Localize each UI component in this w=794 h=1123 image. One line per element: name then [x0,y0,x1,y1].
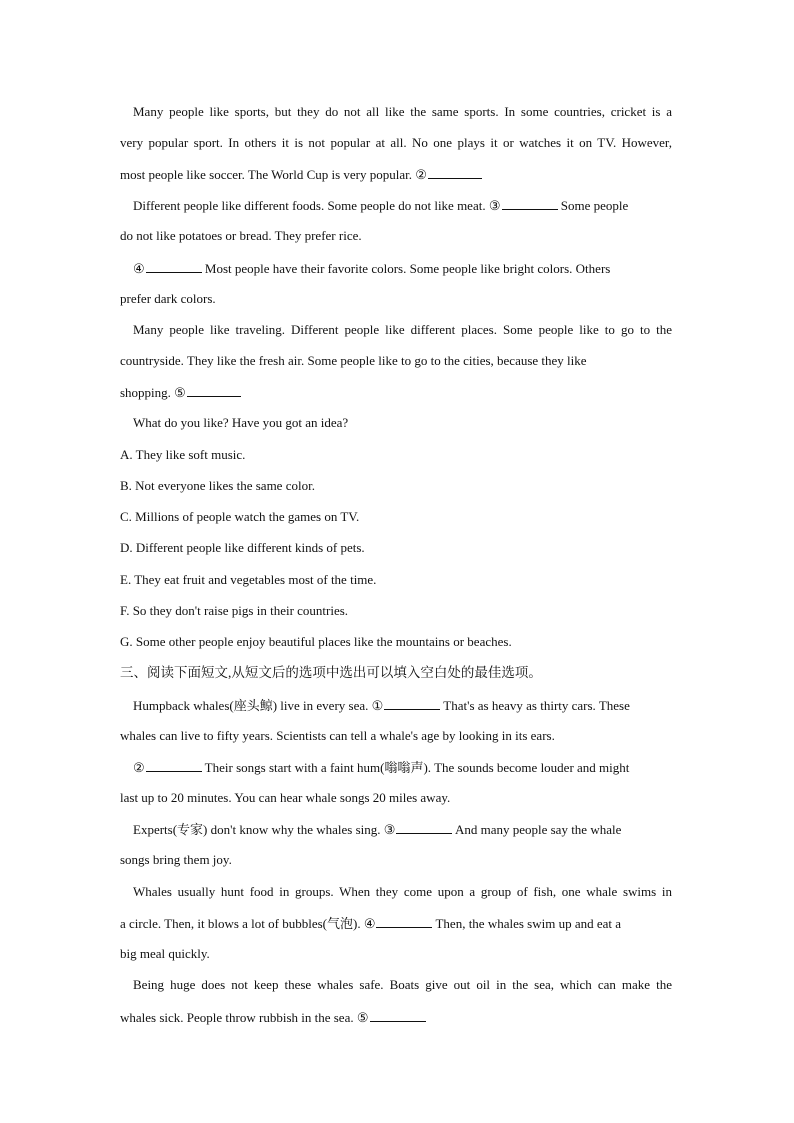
answer-blank-3[interactable] [502,195,558,210]
line-text: ④ [133,261,145,276]
line-text: And many people say the whale [452,822,622,837]
paragraph-line: very popular sport. In others it is not popular at all. No one plays it or watches it on TV. However, [120,135,672,150]
line-text: Humpback whales(座头鲸) live in every sea. ① [133,698,384,713]
paragraph-line: Many people like traveling. Different people like different places. Some people like to go to the [133,322,672,337]
paragraph-line [133,258,672,278]
option-c: C. Millions of people watch the games on TV. [120,509,360,524]
option-g: G. Some other people enjoy beautiful places like the mountains or beaches. [120,634,512,649]
line-text: ② [133,760,145,775]
answer-blank-2b[interactable] [146,757,202,772]
paragraph-line [120,164,672,184]
answer-blank-5[interactable] [187,382,241,397]
paragraph-line [120,1007,672,1027]
paragraph-line [133,819,672,839]
option-b: B. Not everyone likes the same color. [120,478,315,493]
paragraph-line: Many people like sports, but they do not all like the same sports. In some countries, cricket is a [133,104,672,119]
paragraph-line: songs bring them joy. [120,852,232,867]
section-heading: 三、阅读下面短文,从短文后的选项中选出可以填入空白处的最佳选项。 [120,665,542,680]
line-text: whales sick. People throw rubbish in the sea. ⑤ [120,1010,369,1025]
paragraph-line: whales can live to fifty years. Scientists can tell a whale's age by looking in its ears. [120,728,555,743]
paragraph-line [133,757,672,777]
answer-blank-4[interactable] [146,258,202,273]
line-text: shopping. ⑤ [120,385,186,400]
paragraph-line [133,195,672,215]
line-text: Experts(专家) don't know why the whales sing. ③ [133,822,396,837]
paragraph-line: What do you like? Have you got an idea? [133,415,349,430]
line-text: That's as heavy as thirty cars. These [440,698,630,713]
paragraph-line: prefer dark colors. [120,291,216,306]
paragraph-line: big meal quickly. [120,946,210,961]
line-text: Some people [557,198,629,213]
paragraph-line: Being huge does not keep these whales safe. Boats give out oil in the sea, which can make the [133,977,672,992]
paragraph-line: last up to 20 minutes. You can hear whale songs 20 miles away. [120,790,451,805]
paragraph-line [133,695,672,715]
paragraph-line: Whales usually hunt food in groups. When they come upon a group of fish, one whale swims in [133,884,672,899]
option-f: F. So they don't raise pigs in their countries. [120,603,349,618]
line-text: a circle. Then, it blows a lot of bubbles(气泡). ④ [120,916,376,931]
paragraph-line: countryside. They like the fresh air. Some people like to go to the cities, because they like [120,353,587,368]
paragraph-line: do not like potatoes or bread. They prefer rice. [120,228,362,243]
answer-blank-1[interactable] [384,695,440,710]
answer-blank-2[interactable] [428,164,482,179]
line-text: Different people like different foods. Some people do not like meat. ③ [133,198,501,213]
option-e: E. They eat fruit and vegetables most of the time. [120,572,377,587]
paragraph-line [120,913,672,933]
option-d: D. Different people like different kinds of pets. [120,540,365,555]
line-text: most people like soccer. The World Cup is very popular. ② [120,167,427,182]
line-text: Then, the whales swim up and eat a [432,916,622,931]
answer-blank-3b[interactable] [396,819,452,834]
line-text: Their songs start with a faint hum(嗡嗡声). The sounds become louder and might [201,760,630,775]
line-text: Most people have their favorite colors. Some people like bright colors. Others [201,261,611,276]
answer-blank-4b[interactable] [376,913,432,928]
answer-blank-5b[interactable] [370,1007,426,1022]
option-a: A. They like soft music. [120,447,246,462]
paragraph-line [120,382,672,402]
